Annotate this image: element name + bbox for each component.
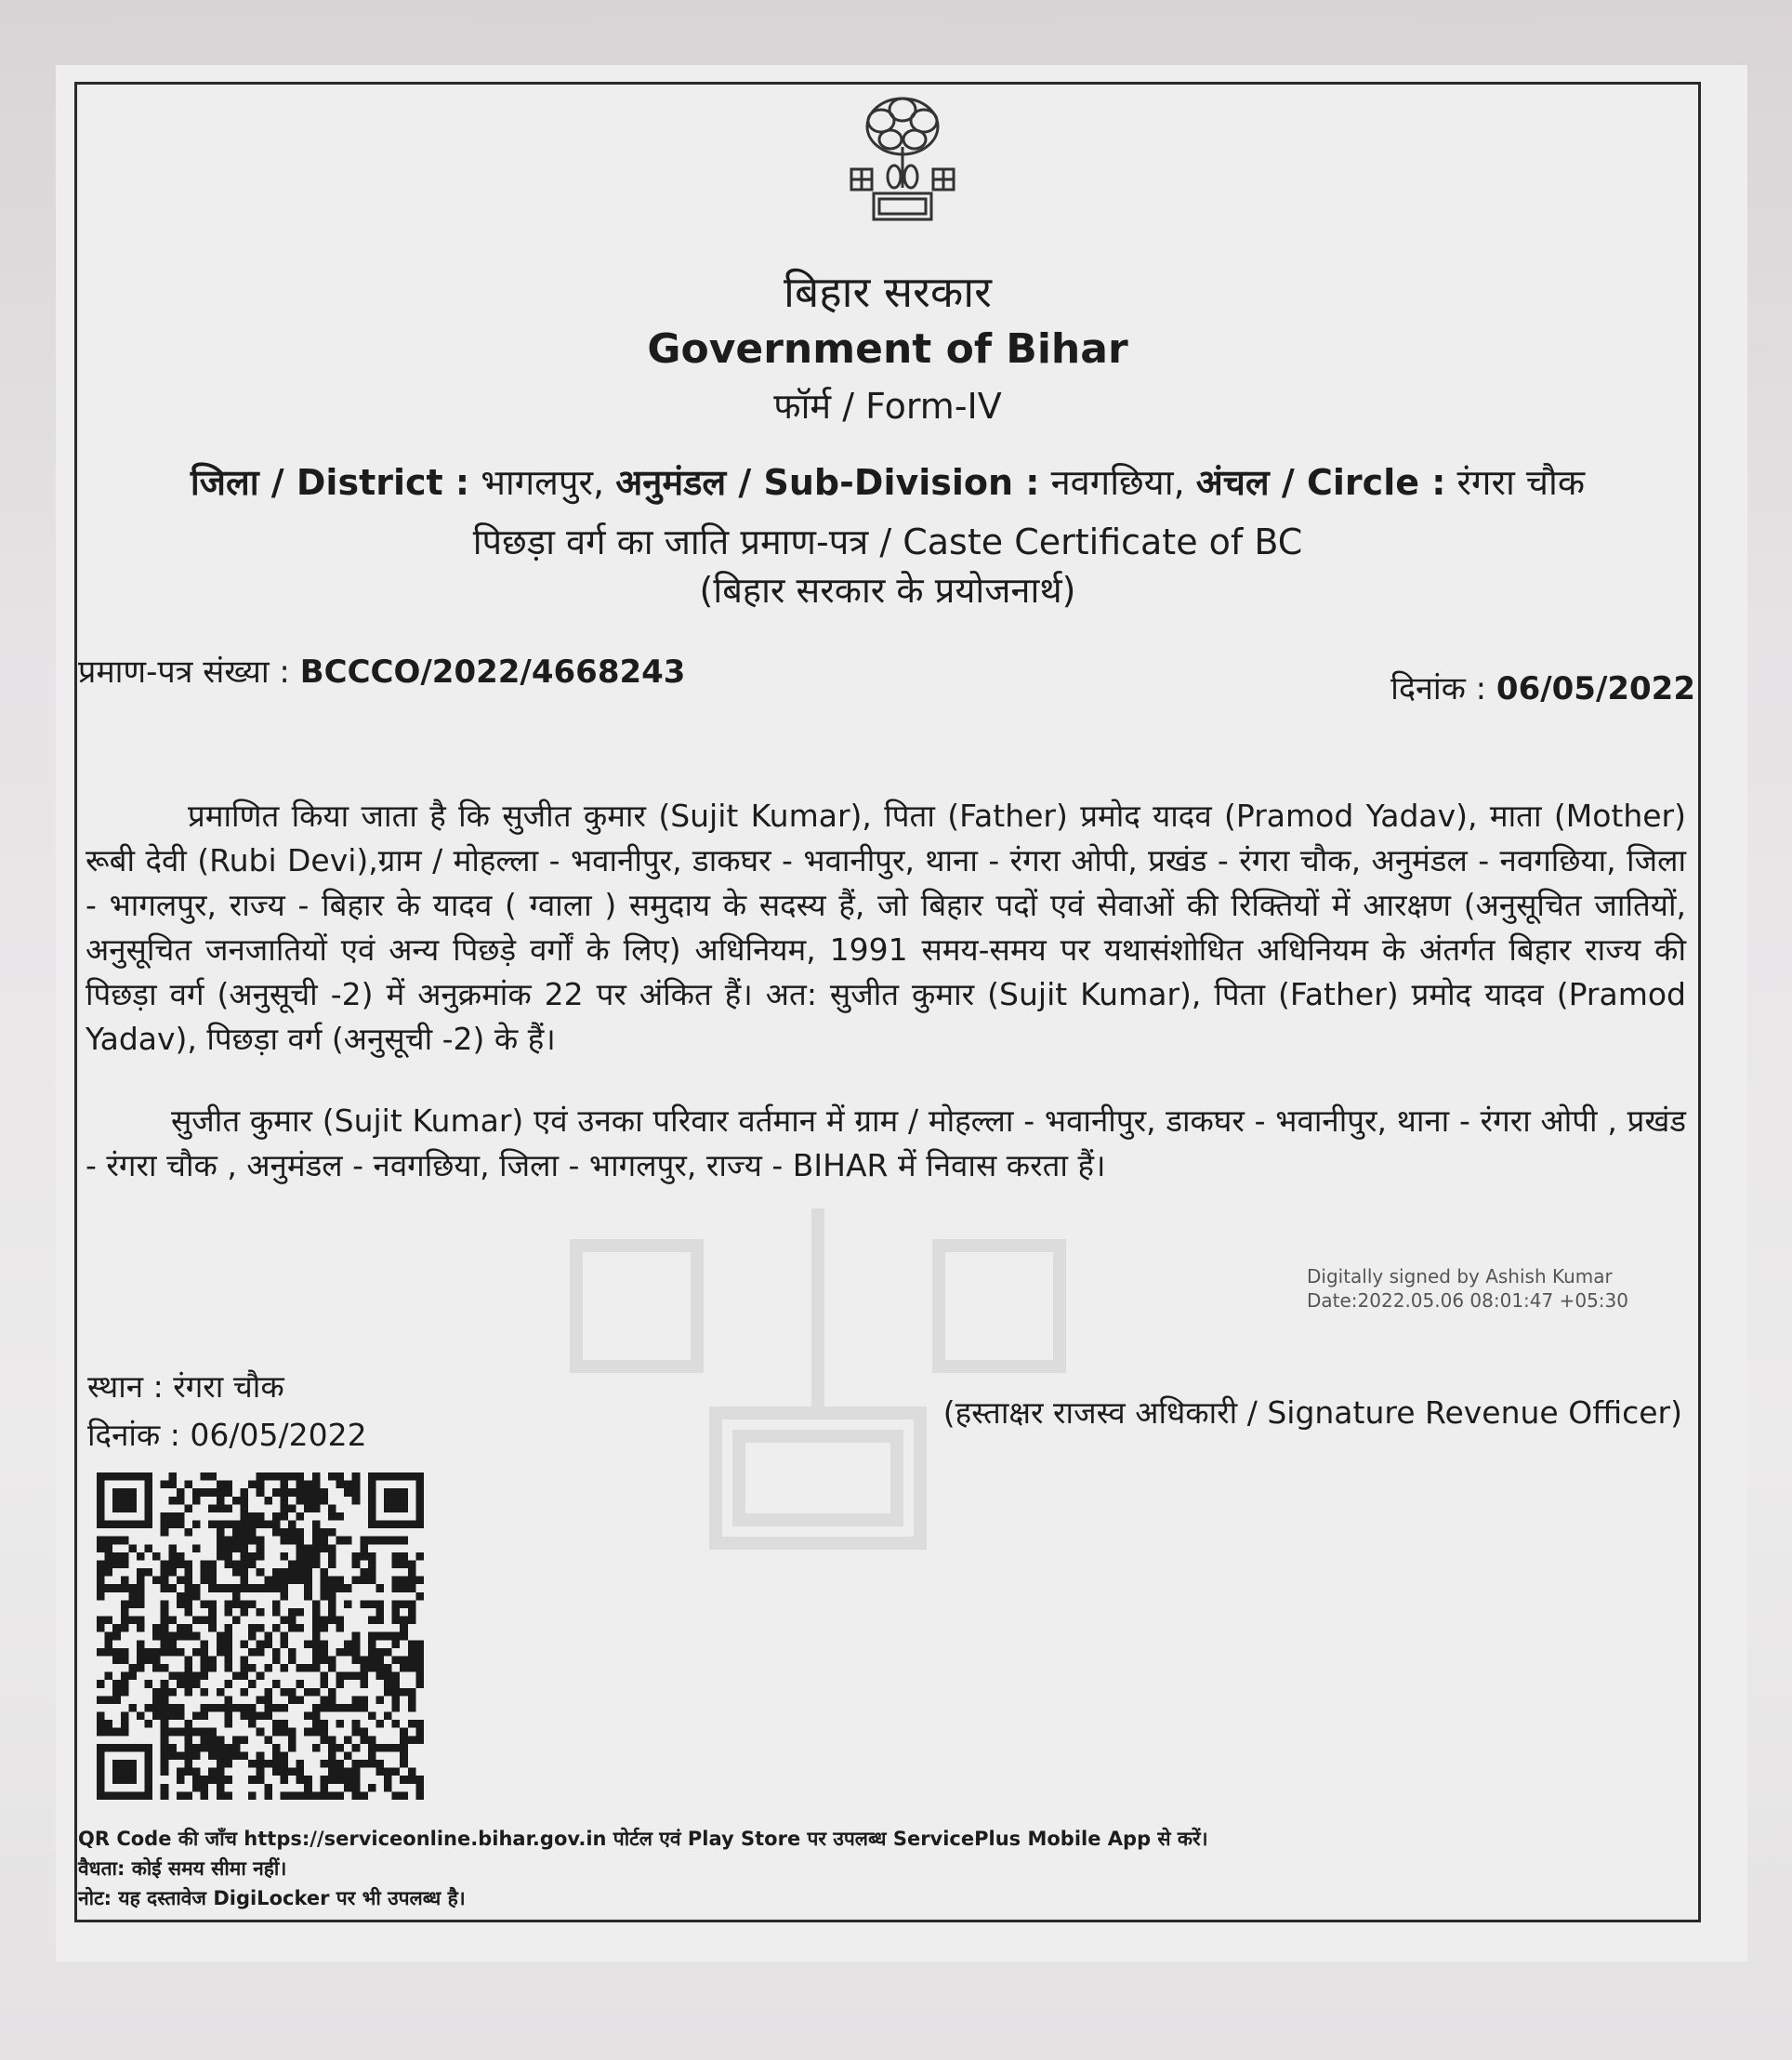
form-number: फॉर्म / Form-IV [773,386,1002,427]
subdivision-value: नवगछिया, [1050,462,1185,503]
jurisdiction-line [74,457,1701,506]
district-label: जिला / District : [190,462,470,503]
certificate-title: पिछड़ा वर्ग का जाति प्रमाण-पत्र / Caste Certificate of BC [472,522,1303,562]
signature-caption: (हस्ताक्षर राजस्व अधिकारी / Signature Revenue Officer) [942,1394,1682,1431]
signing-date: दिनांक : 06/05/2022 [87,1417,367,1453]
place: स्थान : रंगरा चौक [87,1368,284,1405]
digital-signature [1307,1264,1628,1313]
issue-date [1390,666,1695,708]
certification-paragraph [86,794,1686,1062]
footer-notes [78,1824,1208,1913]
circle-value: रंगरा चौक [1456,462,1586,503]
digilocker-note: नोट: यह दस्तावेज DigiLocker पर भी उपलब्ध है। [78,1887,466,1909]
district-value: भागलपुर, [481,462,605,503]
qr-code-icon [97,1472,424,1800]
digital-signature-signer: Digitally signed by Ashish Kumar [1307,1265,1613,1288]
issue-date-value: 06/05/2022 [1496,670,1695,707]
subdivision-label: अनुमंडल / Sub-Division : [615,462,1040,503]
digital-signature-date: Date:2022.05.06 08:01:47 +05:30 [1307,1289,1628,1312]
issue-date-label: दिनांक : [1390,670,1487,707]
circle-label: अंचल / Circle : [1195,462,1446,503]
certificate-number [78,649,685,692]
qr-verification-note: QR Code की जाँच https://serviceonline.bihar.gov.in पोर्टल एवं Play Store पर उपलब्ध ServicePlus Mobile App से करें। [78,1828,1208,1850]
residence-text: सुजीत कुमार (Sujit Kumar) एवं उनका परिवार वर्तमान में ग्राम / मोहल्ला - भवानीपुर, डाकघर - भवानीपुर, थाना - रंगरा ओपी , प्रखंड - रंगरा चौक , अनुमंडल - नवगछिया, जिला - भागलपुर, राज्य - BIHAR में निवास करता हैं। [86,1103,1686,1183]
certificate-number-label: प्रमाण-पत्र संख्या : [78,654,290,691]
bihar-government-emblem-icon [835,91,970,229]
certification-text: प्रमाणित किया जाता है कि सुजीत कुमार (Sujit Kumar), पिता (Father) प्रमोद यादव (Pramod Yadav), माता (Mother) रूबी देवी (Rubi Devi),ग्राम / मोहल्ला - भवानीपुर, डाकघर - भवानीपुर, थाना - रंगरा ओपी, प्रखंड - रंगरा चौक, अनुमंडल - नवगछिया, जिला - भागलपुर, राज्य - बिहार के यादव ( ग्वाला ) समुदाय के सदस्य हैं, जो बिहार पदों एवं सेवाओं की रिक्तियों में आरक्षण (अनुसूचित जातियों, अनुसूचित जनजातियों एवं अन्य पिछड़े वर्गों के लिए) अधिनियम, 1991 समय-समय पर यथासंशोधित अधिनियम के अंतर्गत बिहार राज्य की पिछड़ा वर्ग (अनुसूची -2) में अनुक्रमांक 22 पर अंकित हैं। अत: सुजीत कुमार (Sujit Kumar), पिता (Father) प्रमोद यादव (Pramod Yadav), पिछड़ा वर्ग (अनुसूची -2) के हैं। [86,798,1686,1057]
certificate-purpose: (बिहार सरकार के प्रयोजनार्थ) [699,570,1076,611]
certificate-number-value: BCCCO/2022/4668243 [299,654,686,691]
residence-paragraph [86,1099,1686,1188]
validity-note: वैधता: कोई समय सीमा नहीं। [78,1857,287,1880]
org-name-english: Government of Bihar [647,325,1128,373]
org-name-hindi: बिहार सरकार [784,267,992,317]
